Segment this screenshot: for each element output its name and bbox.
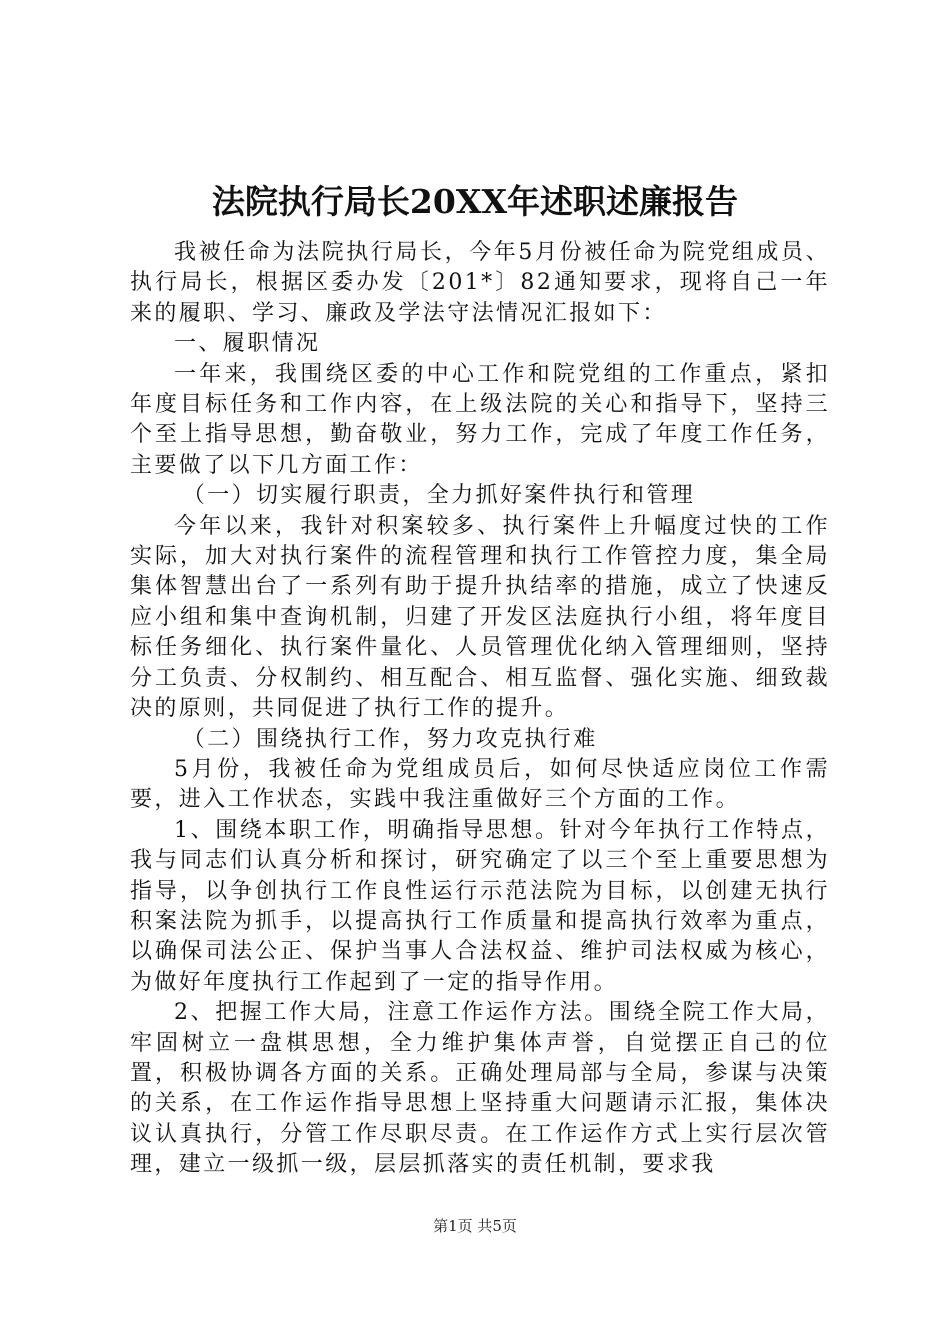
paragraph: 今年以来，我针对积案较多、执行案件上升幅度过快的工作实际，加大对执行案件的流程管理和执行工作管控力度，集全局集体智慧出台了一系列有助于提升执结率的措施，成立了快速反应小组和集中查询机制，归建了开发区法庭执行小组，将年度目标任务细化、执行案件量化、人员管理优化纳入管理细则，坚持分工负责、分权制约、相互配合、相互监督、强化实施、细致裁决的原则，共同促进了执行工作的提升。	[130, 513, 830, 722]
document-title: 法院执行局长20XX年述职述廉报告	[211, 182, 739, 221]
paragraph: 5月份，我被任命为党组成员后，如何尽快适应岗位工作需要，进入工作状态，实践中我注重做好三个方面的工作。	[130, 756, 830, 813]
section-heading: 一、履职情况	[174, 331, 321, 357]
paragraph: 2、把握工作大局，注意工作运作方法。围绕全院工作大局，牢固树立一盘棋思想，全力维护集体声誉，自觉摆正自己的位置，积极协调各方面的关系。正确处理局部与全局，参谋与决策的关系，在工作运作指导思想上坚持重大问题请示汇报，集体决议认真执行，分管工作尽职尽责。在工作运作方式上实行层次管理，建立一级抓一级，层层抓落实的责任机制，要求我	[130, 1000, 830, 1178]
paragraph: 我被任命为法院执行局长，今年5月份被任命为院党组成员、执行局长，根据区委办发〔201*〕82通知要求，现将自己一年来的履职、学习、廉政及学法守法情况汇报如下：	[130, 240, 830, 326]
subsection-heading: （一）切实履行职责，全力抓好案件执行和管理	[182, 483, 696, 509]
paragraph: 一年来，我围绕区委的中心工作和院党组的工作重点，紧扣年度目标任务和工作内容，在上级法院的关心和指导下，坚持三个至上指导思想，勤奋敬业，努力工作，完成了年度工作任务，主要做了以下几方面工作：	[130, 361, 830, 478]
document-body	[130, 238, 830, 1181]
page-number: 第1页 共5页	[433, 1217, 517, 1235]
paragraph: 1、围绕本职工作，明确指导思想。针对今年执行工作特点，我与同志们认真分析和探讨，研究确定了以三个至上重要思想为指导，以争创执行工作良性运行示范法院为目标，以创建无执行积案法院为抓手，以提高执行工作质量和提高执行效率为重点，以确保司法公正、保护当事人合法权益、维护司法权威为核心，为做好年度执行工作起到了一定的指导作用。	[130, 817, 830, 995]
subsection-heading: （二）围绕执行工作，努力攻克执行难	[182, 726, 598, 752]
